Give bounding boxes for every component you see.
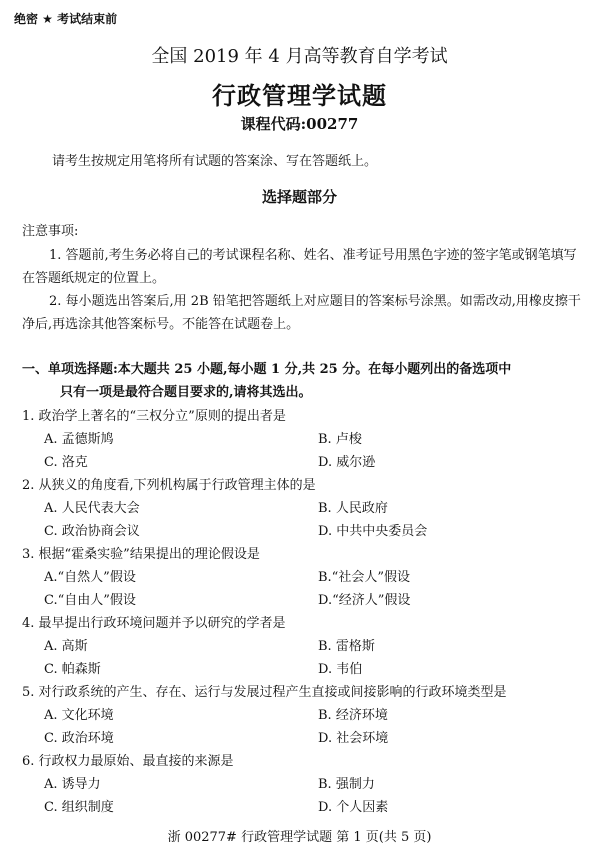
part-subtitle: 只有一项是最符合题目要求的,请将其选出。 — [60, 385, 312, 400]
question-3-option-c: C.“自由人”假设 — [44, 593, 136, 608]
confidential-label: 绝密 ★ 考试结束前 — [14, 12, 118, 26]
question-5-option-c: C. 政治环境 — [44, 731, 114, 746]
question-1-option-b: B. 卢梭 — [318, 432, 362, 447]
question-4-option-a: A. 高斯 — [44, 639, 88, 654]
question-3-option-a: A.“自然人”假设 — [44, 570, 136, 585]
part-title: 一、单项选择题:本大题共 25 小题,每小题 1 分,共 25 分。在每小题列出的备选项中 — [22, 362, 512, 377]
course-code: 课程代码:00277 — [240, 115, 359, 133]
question-2-option-c: C. 政治协商会议 — [44, 524, 140, 539]
question-6-option-d: D. 个人因素 — [318, 800, 389, 815]
question-6-option-b: B. 强制力 — [318, 777, 375, 792]
question-1-option-a: A. 孟德斯鸠 — [44, 432, 114, 447]
answer-instruction: 请考生按规定用笔将所有试题的答案涂、写在答题纸上。 — [52, 154, 378, 169]
question-5-stem: 5. 对行政系统的产生、存在、运行与发展过程产生直接或间接影响的行政环境类型是 — [22, 685, 507, 700]
question-2-option-a: A. 人民代表大会 — [44, 501, 140, 516]
question-6-option-a: A. 诱导力 — [44, 777, 101, 792]
notice-title: 注意事项: — [22, 224, 79, 239]
notice-item-1: 1. 答题前,考生务必将自己的考试课程名称、姓名、准考证号用黑色字迹的签字笔或钢笔填写在答题纸规定的位置上。 — [22, 248, 577, 286]
question-4-option-b: B. 雷格斯 — [318, 639, 375, 654]
question-1-option-d: D. 威尔逊 — [318, 455, 376, 470]
subject-title: 行政管理学试题 — [212, 81, 387, 110]
exam-title: 全国 2019 年 4 月高等教育自学考试 — [151, 46, 448, 67]
question-5-option-a: A. 文化环境 — [44, 708, 114, 723]
question-3-option-d: D.“经济人”假设 — [318, 593, 411, 608]
question-2-option-b: B. 人民政府 — [318, 501, 388, 516]
question-6-stem: 6. 行政权力最原始、最直接的来源是 — [22, 754, 234, 769]
question-6-option-c: C. 组织制度 — [44, 800, 114, 815]
question-2-option-d: D. 中共中央委员会 — [318, 524, 428, 539]
question-5-option-d: D. 社会环境 — [318, 731, 389, 746]
question-3-stem: 3. 根据“霍桑实验”结果提出的理论假设是 — [22, 547, 260, 562]
section-title: 选择题部分 — [261, 188, 337, 206]
page-footer: 浙 00277# 行政管理学试题 第 1 页(共 5 页) — [167, 830, 432, 845]
question-5-option-b: B. 经济环境 — [318, 708, 388, 723]
notice-item-2: 2. 每小题选出答案后,用 2B 铅笔把答题纸上对应题目的答案标号涂黑。如需改动,用橡皮擦干净后,再选涂其他答案标号。不能答在试题卷上。 — [22, 294, 581, 332]
question-3-option-b: B.“社会人”假设 — [318, 570, 410, 585]
question-1-option-c: C. 洛克 — [44, 455, 88, 470]
question-1-stem: 1. 政治学上著名的“三权分立”原则的提出者是 — [22, 409, 286, 424]
question-4-stem: 4. 最早提出行政环境问题并予以研究的学者是 — [22, 616, 286, 631]
question-4-option-c: C. 帕森斯 — [44, 662, 101, 677]
question-2-stem: 2. 从狭义的角度看,下列机构属于行政管理主体的是 — [22, 478, 316, 493]
question-4-option-d: D. 韦伯 — [318, 662, 363, 677]
